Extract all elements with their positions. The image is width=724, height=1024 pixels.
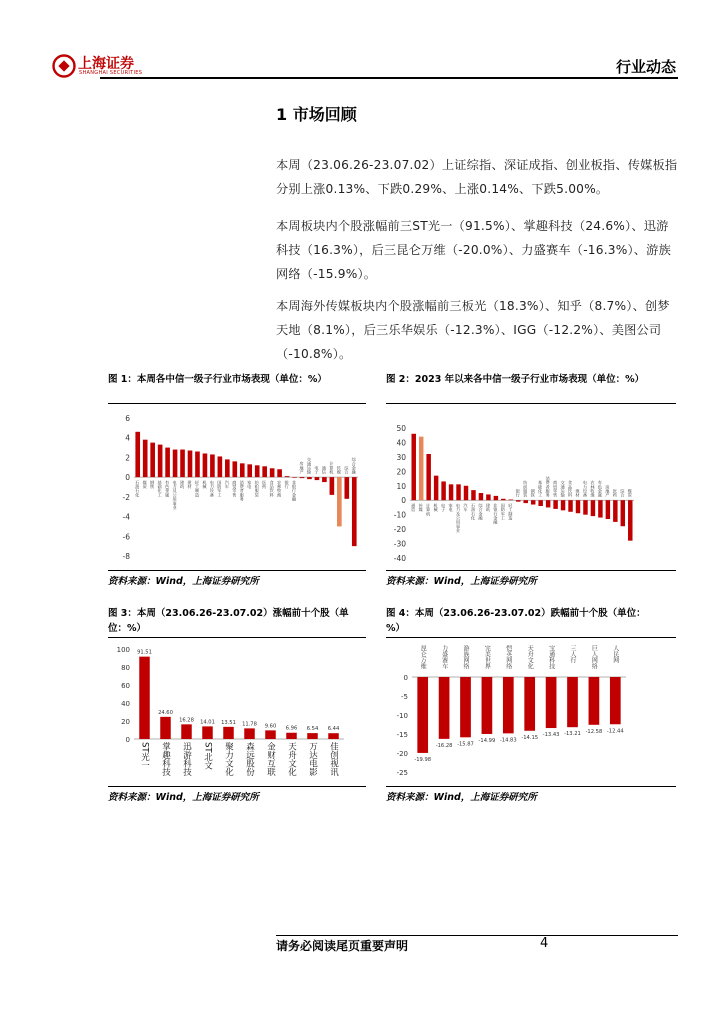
footer-disclaimer-note: 请务必阅读尾页重要声明 bbox=[276, 939, 409, 953]
category-label: 纺织服装 bbox=[523, 480, 529, 498]
figure-2-source-rule bbox=[386, 570, 676, 571]
category-label: 钢铁 bbox=[150, 480, 156, 489]
bar bbox=[546, 500, 550, 507]
figure-3-top-rule bbox=[108, 637, 366, 638]
bar bbox=[449, 484, 453, 500]
category-label: 煤炭 bbox=[627, 488, 633, 498]
category-label: 电力设备 bbox=[582, 480, 588, 498]
category-label: 完美世界 bbox=[483, 645, 491, 669]
bar bbox=[180, 450, 185, 478]
bar bbox=[509, 500, 513, 501]
category-label: 非银行金融 bbox=[493, 503, 499, 525]
bar bbox=[223, 727, 234, 739]
y-tick-label: -25 bbox=[396, 769, 408, 777]
bar bbox=[610, 677, 621, 724]
category-label: 游族网络 bbox=[462, 645, 469, 669]
category-label: 人民网 bbox=[611, 645, 619, 663]
bar bbox=[583, 500, 587, 514]
category-label: 综合金融 bbox=[478, 503, 484, 520]
category-label: 国防军工 bbox=[217, 480, 223, 497]
bar bbox=[255, 465, 260, 477]
category-label: 金财互联 bbox=[265, 742, 276, 776]
category-label: 电子 bbox=[314, 465, 320, 475]
category-label: 商贸零售 bbox=[232, 480, 238, 497]
bar bbox=[561, 500, 565, 510]
data-label: -14.83 bbox=[499, 737, 517, 744]
category-label: 综合金融 bbox=[351, 457, 357, 475]
category-label: 聚力文化 bbox=[223, 742, 234, 776]
bar bbox=[225, 459, 230, 477]
y-tick-label: -4 bbox=[122, 512, 130, 522]
paragraph-overseas-stocks: 本周海外传媒板块内个股涨幅前三板光（18.3%）、知乎（8.7%）、创梦天地（8.1%），后三乐华娱乐（-12.3%）、IGG（-12.2%）、美图公司（-10.8%）。 bbox=[276, 299, 670, 361]
figure-1-title: 图 1：本周各中信一级子行业市场表现（单位：%） bbox=[108, 374, 327, 385]
company-logo bbox=[52, 52, 162, 76]
category-label: 力盛赛车 bbox=[440, 645, 448, 669]
bar bbox=[232, 461, 237, 477]
bar bbox=[307, 477, 312, 479]
bar bbox=[188, 451, 193, 478]
bar bbox=[322, 477, 327, 482]
y-tick-label: -20 bbox=[393, 525, 406, 535]
bar bbox=[523, 500, 527, 503]
y-tick-label: 10 bbox=[396, 481, 406, 491]
data-label: 6.44 bbox=[327, 726, 340, 733]
bar bbox=[286, 733, 297, 739]
bar bbox=[277, 469, 282, 477]
section-title: 1 市场回顾 bbox=[276, 105, 357, 124]
bar bbox=[262, 466, 267, 477]
bar bbox=[456, 484, 460, 500]
category-label: 房地产 bbox=[605, 484, 611, 498]
category-label: 轻工制造 bbox=[194, 480, 200, 497]
figure-4-chart bbox=[386, 640, 676, 785]
bar bbox=[479, 493, 483, 500]
bar bbox=[270, 468, 275, 477]
category-label: 国防军工 bbox=[500, 503, 506, 520]
data-label: -15.87 bbox=[457, 741, 474, 748]
category-label: 建材 bbox=[187, 480, 193, 489]
bar bbox=[553, 500, 557, 509]
y-tick-label: -20 bbox=[396, 750, 408, 758]
category-label: 汽车 bbox=[463, 503, 469, 512]
bar bbox=[411, 434, 415, 500]
y-tick-label: 80 bbox=[121, 664, 130, 672]
y-tick-label: 0 bbox=[125, 473, 130, 483]
y-tick-label: 100 bbox=[116, 646, 130, 654]
bar bbox=[210, 454, 215, 477]
category-label: 迅游科技 bbox=[181, 742, 192, 776]
bar bbox=[471, 490, 475, 500]
category-label: 家电 bbox=[448, 503, 454, 512]
category-label: 商贸零售 bbox=[553, 480, 559, 498]
category-label: 天舟文化 bbox=[526, 645, 534, 669]
bar bbox=[300, 477, 305, 478]
figure-1-source-rule bbox=[108, 570, 366, 571]
y-tick-label: -30 bbox=[393, 539, 406, 549]
data-label: 24.60 bbox=[158, 709, 173, 716]
category-label: 银行 bbox=[515, 488, 521, 498]
figure-4-top-rule bbox=[386, 637, 676, 638]
paragraph-index-performance: 本周（23.06.26-23.07.02）上证综指、深证成指、创业板指、传媒板指分别上涨0.13%、下跌0.29%、上涨0.14%、下跌5.00%。 bbox=[276, 158, 678, 196]
y-tick-label: 50 bbox=[396, 424, 406, 433]
category-label: 食品饮料 bbox=[568, 480, 574, 498]
bar bbox=[576, 500, 580, 513]
category-label: 电力及公用事业 bbox=[172, 480, 178, 510]
bar bbox=[419, 437, 423, 501]
category-label: 消费者服务 bbox=[545, 476, 551, 498]
category-label: 轻工制造 bbox=[508, 503, 514, 520]
data-label: 91.51 bbox=[137, 649, 152, 656]
bar bbox=[598, 500, 602, 517]
figure-1-chart bbox=[108, 406, 366, 568]
bar bbox=[218, 456, 223, 477]
y-tick-label: 20 bbox=[121, 718, 130, 726]
category-label: 机械 bbox=[433, 503, 439, 512]
paragraph-sector-stocks: 本周板块内个股涨幅前三ST光一（91.5%）、掌趣科技（24.6%）、迅游科技（16.3%），后三昆仑万维（-20.0%）、力盛赛车（-16.3%）、游族网络（-15.9%）。 bbox=[276, 219, 671, 281]
data-label: -14.99 bbox=[478, 737, 496, 744]
figure-4-title: 图 4：本周（23.06.26-23.07.02）跌幅前十个股（单位：%） bbox=[386, 608, 646, 634]
bar bbox=[439, 677, 450, 739]
y-tick-label: 0 bbox=[125, 736, 130, 744]
category-label: 万达电影 bbox=[307, 742, 318, 776]
data-label: 9.60 bbox=[264, 723, 277, 730]
category-label: 有色金属 bbox=[597, 480, 603, 498]
bar bbox=[464, 486, 468, 500]
category-label: 通信 bbox=[321, 465, 327, 475]
bar bbox=[417, 677, 428, 753]
figure-1-top-rule bbox=[108, 403, 366, 404]
bar bbox=[292, 477, 297, 478]
y-tick-label: -40 bbox=[393, 554, 406, 563]
bar bbox=[501, 499, 505, 500]
y-tick-label: 4 bbox=[125, 433, 130, 443]
category-label: 基础化工 bbox=[157, 480, 163, 497]
category-label: ST光一 bbox=[139, 742, 150, 770]
y-tick-label: -6 bbox=[122, 532, 130, 542]
y-tick-label: -10 bbox=[396, 712, 408, 720]
bar bbox=[337, 477, 342, 526]
bar bbox=[606, 500, 610, 519]
category-label: 机械 bbox=[202, 480, 208, 489]
y-tick-label: -2 bbox=[122, 492, 130, 502]
data-label: -19.98 bbox=[414, 756, 432, 763]
bar bbox=[621, 500, 625, 526]
category-label: 宝通科技 bbox=[547, 645, 555, 669]
category-label: 建筑 bbox=[180, 480, 186, 489]
bar bbox=[160, 717, 171, 739]
y-tick-label: -8 bbox=[122, 552, 130, 561]
y-tick-label: 40 bbox=[121, 700, 130, 708]
bar bbox=[150, 443, 155, 478]
y-tick-label: 0 bbox=[403, 674, 408, 682]
data-label: 16.28 bbox=[179, 717, 194, 724]
category-label: 三人行 bbox=[569, 645, 576, 663]
category-label: 农林牧渔 bbox=[590, 480, 596, 498]
bar bbox=[139, 657, 150, 739]
bar bbox=[181, 724, 192, 739]
category-label: 交通运输 bbox=[306, 457, 312, 475]
y-tick-label: 2 bbox=[125, 453, 130, 463]
category-label: 计算机 bbox=[329, 461, 335, 475]
bar bbox=[567, 677, 578, 727]
category-label: 建材 bbox=[575, 488, 581, 498]
bar bbox=[460, 677, 471, 737]
category-label: 有色金属 bbox=[165, 480, 171, 497]
data-label: -13.43 bbox=[542, 732, 560, 739]
figure-2-source: 资料来源：Wind，上海证券研究所 bbox=[386, 576, 537, 587]
category-label: 计算机 bbox=[426, 503, 432, 516]
category-label: 汽车 bbox=[224, 480, 230, 489]
y-tick-label: 40 bbox=[396, 438, 406, 448]
figure-3-source-rule bbox=[108, 786, 366, 787]
y-tick-label: 60 bbox=[121, 682, 130, 690]
bar bbox=[158, 445, 163, 478]
bar bbox=[531, 500, 535, 504]
figure-4-source: 资料来源：Wind，上海证券研究所 bbox=[386, 792, 537, 803]
bar bbox=[434, 476, 438, 501]
category-label: 巨人网络 bbox=[590, 645, 598, 669]
category-label: 建筑 bbox=[485, 503, 491, 512]
bar bbox=[285, 476, 290, 477]
category-label: 钢铁 bbox=[530, 488, 536, 498]
category-label: 石油石化 bbox=[135, 480, 141, 497]
category-label: 电力设备 bbox=[209, 480, 215, 497]
category-label: 昆仑万维 bbox=[419, 645, 427, 669]
logo-mark-icon bbox=[52, 54, 76, 78]
bar bbox=[568, 500, 572, 512]
category-label: 食品饮料 bbox=[269, 480, 275, 497]
bar bbox=[546, 677, 557, 728]
category-label: 基础化工 bbox=[538, 480, 544, 498]
figure-4-source-rule bbox=[386, 786, 676, 787]
bar bbox=[265, 730, 276, 739]
category-label: 医药 bbox=[612, 488, 618, 498]
data-label: -12.58 bbox=[585, 728, 603, 735]
page-number: 4 bbox=[540, 936, 549, 951]
bar bbox=[203, 453, 208, 477]
category-label: 农林牧渔 bbox=[277, 480, 283, 497]
report-type: 行业动态 bbox=[615, 58, 676, 76]
y-tick-label: 6 bbox=[125, 414, 130, 423]
data-label: 13.51 bbox=[221, 719, 236, 726]
category-label: 电力及公用事业 bbox=[456, 503, 462, 533]
data-label: 6.54 bbox=[306, 726, 319, 733]
figure-1-source: 资料来源：Wind，上海证券研究所 bbox=[108, 576, 259, 587]
bar bbox=[247, 464, 252, 477]
y-tick-label: 0 bbox=[401, 496, 406, 506]
category-label: 传媒 bbox=[336, 465, 342, 475]
bar bbox=[426, 454, 430, 500]
data-label: 14.01 bbox=[200, 719, 215, 726]
bar bbox=[240, 463, 245, 477]
header-divider bbox=[100, 77, 678, 79]
category-label: 煤炭 bbox=[142, 480, 148, 489]
bar bbox=[330, 477, 335, 495]
bar bbox=[165, 448, 170, 478]
data-label: -13.21 bbox=[564, 731, 581, 738]
category-label: 森远股份 bbox=[244, 742, 255, 776]
bar bbox=[328, 733, 339, 739]
category-label: 天舟文化 bbox=[286, 742, 297, 776]
bar bbox=[307, 733, 318, 739]
y-tick-label: 20 bbox=[396, 467, 406, 477]
category-label: 家电 bbox=[247, 480, 253, 489]
y-tick-label: -15 bbox=[396, 731, 408, 739]
bar bbox=[494, 496, 498, 500]
bar bbox=[482, 677, 493, 734]
figure-3-chart bbox=[108, 640, 366, 785]
category-label: 银行 bbox=[284, 480, 290, 489]
category-label: 石油石化 bbox=[470, 503, 476, 520]
data-label: 11.78 bbox=[242, 721, 257, 728]
category-label: 纺织服装 bbox=[254, 480, 260, 497]
logo-cn-text: 上海证券 bbox=[78, 56, 134, 72]
bar bbox=[524, 677, 535, 731]
figure-2-title: 图 2：2023 年以来各中信一级子行业市场表现（单位：%） bbox=[386, 374, 645, 385]
bar bbox=[591, 500, 595, 516]
category-label: 综合 bbox=[620, 488, 626, 498]
figure-2-chart bbox=[386, 406, 676, 568]
data-label: 6.96 bbox=[285, 725, 298, 732]
data-label: -16.28 bbox=[435, 742, 453, 749]
category-label: 医药 bbox=[262, 480, 268, 489]
category-label: 恺英网络 bbox=[504, 645, 512, 669]
category-label: 综合 bbox=[344, 465, 350, 475]
category-label: 交通运输 bbox=[560, 480, 566, 498]
figure-3-title: 图 3：本周（23.06.26-23.07.02）涨幅前十个股（单位：%） bbox=[108, 608, 349, 634]
figure-2-top-rule bbox=[386, 403, 676, 404]
data-label: -14.15 bbox=[521, 734, 539, 741]
category-label: 佳创视讯 bbox=[328, 742, 339, 776]
bar bbox=[352, 477, 357, 546]
bar bbox=[202, 726, 213, 739]
bar bbox=[486, 494, 490, 500]
figure-3-source: 资料来源：Wind，上海证券研究所 bbox=[108, 792, 259, 803]
bar bbox=[613, 500, 617, 522]
category-label: 非银行金融 bbox=[292, 480, 298, 502]
bar bbox=[244, 728, 255, 739]
bar bbox=[516, 500, 520, 501]
y-tick-label: 30 bbox=[396, 452, 406, 462]
y-tick-label: -5 bbox=[401, 693, 408, 701]
footer-divider bbox=[276, 935, 678, 936]
bar bbox=[344, 477, 349, 499]
category-label: 传媒 bbox=[418, 503, 424, 512]
bar bbox=[315, 477, 320, 480]
bar bbox=[538, 500, 542, 506]
data-label: -12.44 bbox=[606, 728, 624, 735]
bar bbox=[173, 450, 178, 478]
bar bbox=[503, 677, 514, 733]
logo-en-text: SHANGHAI SECURITIES bbox=[79, 70, 143, 76]
category-label: 电子 bbox=[441, 503, 447, 512]
category-label: 房地产 bbox=[299, 461, 305, 475]
bar bbox=[135, 432, 140, 477]
category-label: 消费者服务 bbox=[239, 480, 245, 502]
y-tick-label: -10 bbox=[393, 510, 406, 520]
category-label: 掌趣科技 bbox=[160, 742, 171, 776]
bar bbox=[628, 500, 632, 540]
bar bbox=[143, 440, 148, 477]
category-label: 通信 bbox=[411, 503, 417, 512]
bar bbox=[441, 481, 445, 500]
bar bbox=[195, 452, 200, 478]
category-label: ST北文 bbox=[202, 742, 213, 770]
bar bbox=[589, 677, 600, 725]
